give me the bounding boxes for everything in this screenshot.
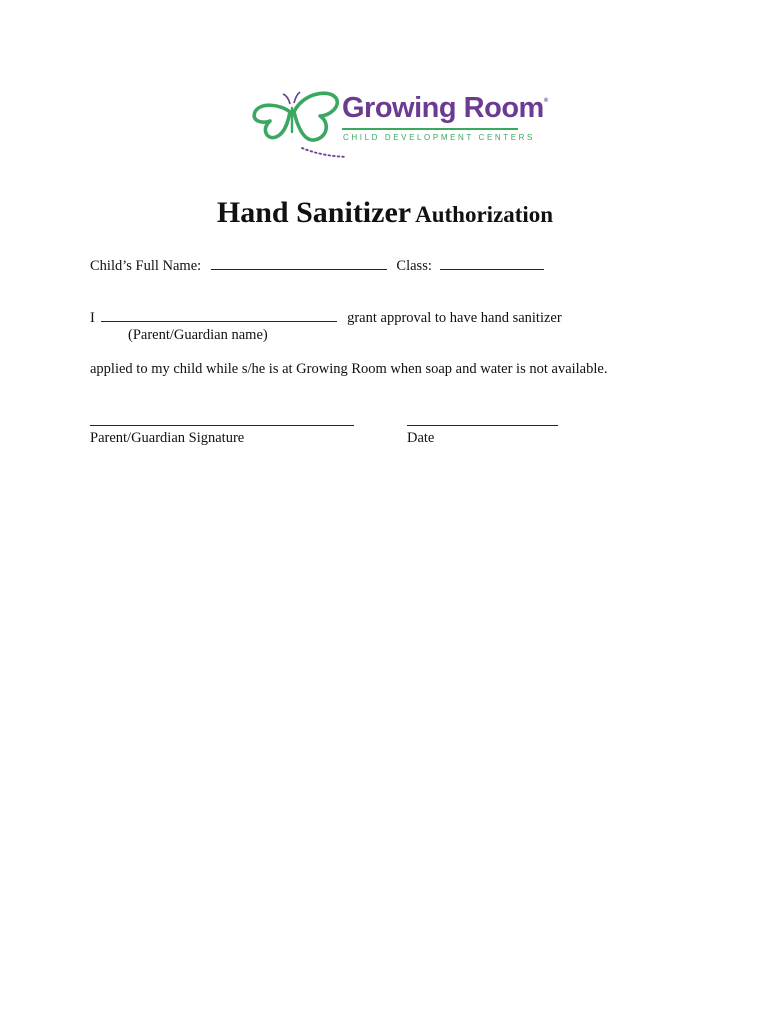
signature-field[interactable] <box>90 425 354 426</box>
logo-divider <box>342 128 518 130</box>
child-name-field[interactable] <box>211 257 387 270</box>
approval-text: grant approval to have hand sanitizer <box>347 310 562 326</box>
title-sub: Authorization <box>415 202 554 227</box>
growing-room-logo <box>250 88 548 168</box>
date-label: Date <box>407 430 435 446</box>
guardian-name-caption: (Parent/Guardian name) <box>128 327 268 343</box>
class-label: Class: <box>396 258 432 274</box>
page-title <box>0 196 770 230</box>
logo-trademark: ® <box>543 98 548 104</box>
title-main: Hand Sanitizer <box>216 196 412 229</box>
guardian-approval-row <box>90 309 562 327</box>
guardian-name-field[interactable] <box>101 309 337 322</box>
date-field[interactable] <box>407 425 558 426</box>
i-label: I <box>90 310 95 326</box>
child-name-label: Child’s Full Name: <box>90 258 202 274</box>
logo-brand-name <box>342 92 548 125</box>
butterfly-icon <box>250 88 345 168</box>
logo-name-text: Growing Room <box>342 92 544 124</box>
child-name-row <box>90 257 544 275</box>
class-field[interactable] <box>440 257 544 270</box>
logo-subtitle: CHILD DEVELOPMENT CENTERS <box>343 133 535 142</box>
applied-text: applied to my child while s/he is at Growing Room when soap and water is not available. <box>90 361 608 377</box>
signature-label: Parent/Guardian Signature <box>90 430 245 446</box>
